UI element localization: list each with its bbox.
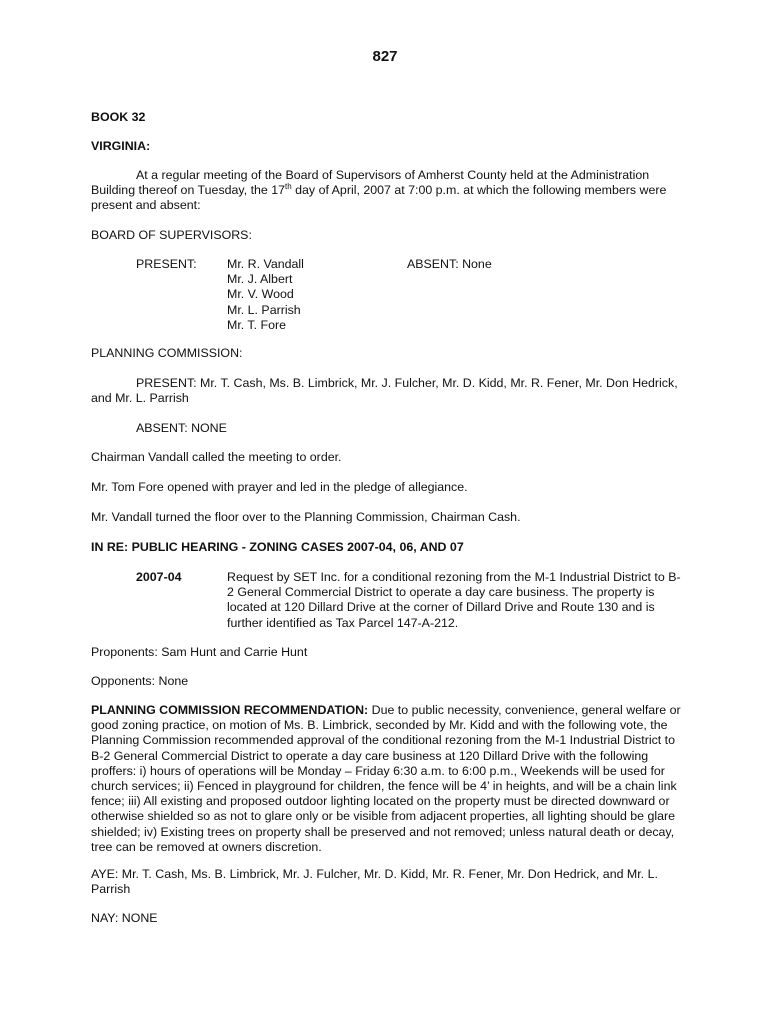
prayer-note: Mr. Tom Fore opened with prayer and led in the pledge of allegiance. <box>91 480 468 494</box>
recommendation-text: Due to public necessity, convenience, general welfare or good zoning practice, on motion of Ms. B. Limbrick, seconded by Mr. Kidd and with the following vote, the Planning Commission recommended approval of the conditional rezoning from the M-1 Industrial District to B-2 General Commercial District to operate a day care business at 120 Dillard Drive with the following proffers: i) hours of operations will be Monday – Friday 6:30 a.m. to 6:00 p.m., Weekends will be used for church services; ii) Fenced in playground for children, the fence will be 4’ in heights, and will be a chain link fence; iii) All existing and proposed outdoor lighting located on the property must be directed downward or otherwise shielded so as not to glare only or be visible from adjacent properties, all lighting should be glare shielded; iv) Existing trees on property shall be preserved and not removed; unless natural death or decay, tree can be removed at owners discretion. <box>91 703 681 854</box>
board-member-list <box>227 257 304 333</box>
board-present-label: PRESENT: <box>136 257 197 271</box>
book-label: BOOK 32 <box>91 110 146 124</box>
board-member: Mr. R. Vandall <box>227 257 304 271</box>
proponents: Proponents: Sam Hunt and Carrie Hunt <box>91 645 308 659</box>
board-member: Mr. V. Wood <box>227 287 294 302</box>
nay-vote: NAY: NONE <box>91 911 158 925</box>
case-description: Request by SET Inc. for a conditional rezoning from the M-1 Industrial District to B-2 General Commercial District to operate a day care business. The property is located at 120 Dillard Drive at the corner of Dillard Drive and Route 130 and is further identified as Tax Parcel 147-A-212. <box>227 570 681 630</box>
board-absent: ABSENT: None <box>407 257 492 271</box>
in-re-heading: IN RE: PUBLIC HEARING - ZONING CASES 2007-04, 06, AND 07 <box>91 540 464 554</box>
intro-superscript: th <box>285 182 292 192</box>
recommendation-paragraph <box>91 703 683 855</box>
board-heading: BOARD OF SUPERVISORS: <box>91 228 252 242</box>
state-label: VIRGINIA: <box>91 139 151 153</box>
board-member: Mr. J. Albert <box>227 272 293 287</box>
aye-vote: AYE: Mr. T. Cash, Ms. B. Limbrick, Mr. J. Fulcher, Mr. D. Kidd, Mr. R. Fener, Mr. Don Hedrick, and Mr. L. Parrish <box>91 867 658 897</box>
board-member: Mr. L. Parrish <box>227 302 301 317</box>
page-number: 827 <box>372 48 398 65</box>
planning-present: PRESENT: Mr. T. Cash, Ms. B. Limbrick, Mr. J. Fulcher, Mr. D. Kidd, Mr. R. Fener, Mr. Don Hedrick, and Mr. L. Parrish <box>91 376 678 406</box>
opponents: Opponents: None <box>91 674 189 688</box>
call-to-order: Chairman Vandall called the meeting to order. <box>91 450 342 464</box>
recommendation-label: PLANNING COMMISSION RECOMMENDATION: <box>91 703 369 717</box>
planning-heading: PLANNING COMMISSION: <box>91 346 243 360</box>
intro-text-2: day of April, 2007 at 7:00 p.m. at which the following members were present and absent: <box>91 183 667 213</box>
intro-text-1: At a regular meeting of the Board of Supervisors of Amherst County held at the Administration Building thereof on Tuesday, the 17 <box>91 168 650 198</box>
floor-turnover: Mr. Vandall turned the floor over to the Planning Commission, Chairman Cash. <box>91 510 521 524</box>
planning-absent: ABSENT: NONE <box>136 421 227 435</box>
case-item <box>91 570 683 632</box>
board-member: Mr. T. Fore <box>227 317 286 332</box>
case-number: 2007-04 <box>136 570 182 584</box>
board-attendance <box>91 257 683 337</box>
intro-paragraph <box>91 168 683 214</box>
